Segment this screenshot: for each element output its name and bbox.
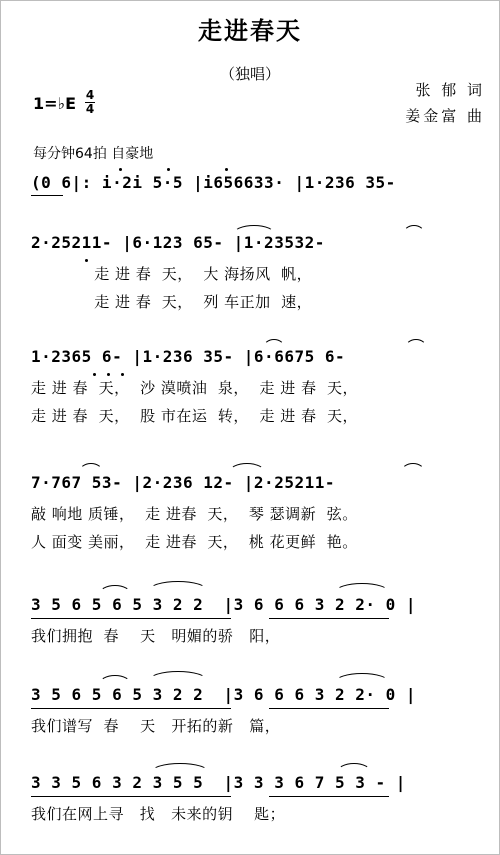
lyric-line-2a: 走 进 春 天， 大 海扬风 帆， [31,265,313,283]
time-signature-top: 4 [85,88,95,102]
beam-underline [31,195,63,196]
slur-mark [263,339,285,348]
octave-dot [167,168,170,171]
lyric-line-3a: 走 进 春 天， 沙 漠喷油 泉， 走 进 春 天， [31,379,359,397]
lyric-line-5: 我们拥抱 春 天 明媚的骄 阳， [31,627,281,645]
beam-underline [269,796,389,797]
slur-mark [99,585,131,594]
lyric-line-7: 我们在网上寻 找 未来的钥 匙； [31,805,286,823]
slur-mark [149,581,207,590]
slur-mark [99,675,131,684]
lyric-line-4b: 人 面变 美丽， 走 进春 天， 桃 花更鲜 艳。 [31,533,358,551]
slur-mark [149,671,207,680]
beam-underline [269,708,389,709]
notation-line-2: 2·25211- |6·123 65- |1·23532- [31,233,335,252]
key-signature: 1=♭E [33,94,77,113]
slur-mark [151,763,209,772]
octave-dot [225,168,228,171]
octave-dot [85,259,88,262]
slur-mark [401,463,425,472]
slur-mark [335,583,389,592]
beam-underline [269,618,389,619]
lyric-line-4a: 敲 响地 质锤， 走 进春 天， 琴 瑟调新 弦。 [31,505,358,523]
slur-mark [335,673,389,682]
tempo-marking: 每分钟64拍 自豪地 [33,146,154,162]
time-signature [85,89,95,116]
composer-credit: 姜金富 曲 [405,107,485,125]
notation-line-5: 3 5 6 5 6 5 3 2 2 |3 6 6 6 3 2 2· 0 | [31,595,417,614]
slur-mark [79,463,103,472]
slur-mark [337,763,371,772]
lyricist-credit: 张 郁 词 [415,81,485,99]
notation-line-3: 1·2365 6- |1·236 35- |6·6675 6- [31,347,356,366]
slur-mark [229,463,265,472]
slur-mark [233,225,275,234]
slur-mark [403,225,425,234]
beam-underline [31,796,231,797]
lyric-line-3b: 走 进 春 天， 股 市在运 转， 走 进 春 天， [31,407,359,425]
octave-dot [107,373,110,376]
notation-line-4: 7·767 53- |2·236 12- |2·25211- [31,473,346,492]
octave-dot [119,168,122,171]
octave-dot [93,373,96,376]
song-title: 走进春天 [198,16,302,45]
lyric-line-6: 我们谱写 春 天 开拓的新 篇， [31,717,281,735]
performance-type: （独唱） [219,65,280,83]
notation-line-6: 3 5 6 5 6 5 3 2 2 |3 6 6 6 3 2 2· 0 | [31,685,417,704]
octave-dot [121,373,124,376]
time-signature-bottom: 4 [85,102,95,116]
beam-underline [31,618,231,619]
notation-line-7: 3 3 5 6 3 2 3 5 5 |3 3 3 6 7 5 3 - | [31,773,406,792]
slur-mark [405,339,427,348]
beam-underline [31,708,231,709]
notation-line-1: (0 6|: i·2i 5·5 |i656633· |1·236 35- [31,173,406,192]
lyric-line-2b: 走 进 春 天， 列 车正加 速， [31,293,313,311]
